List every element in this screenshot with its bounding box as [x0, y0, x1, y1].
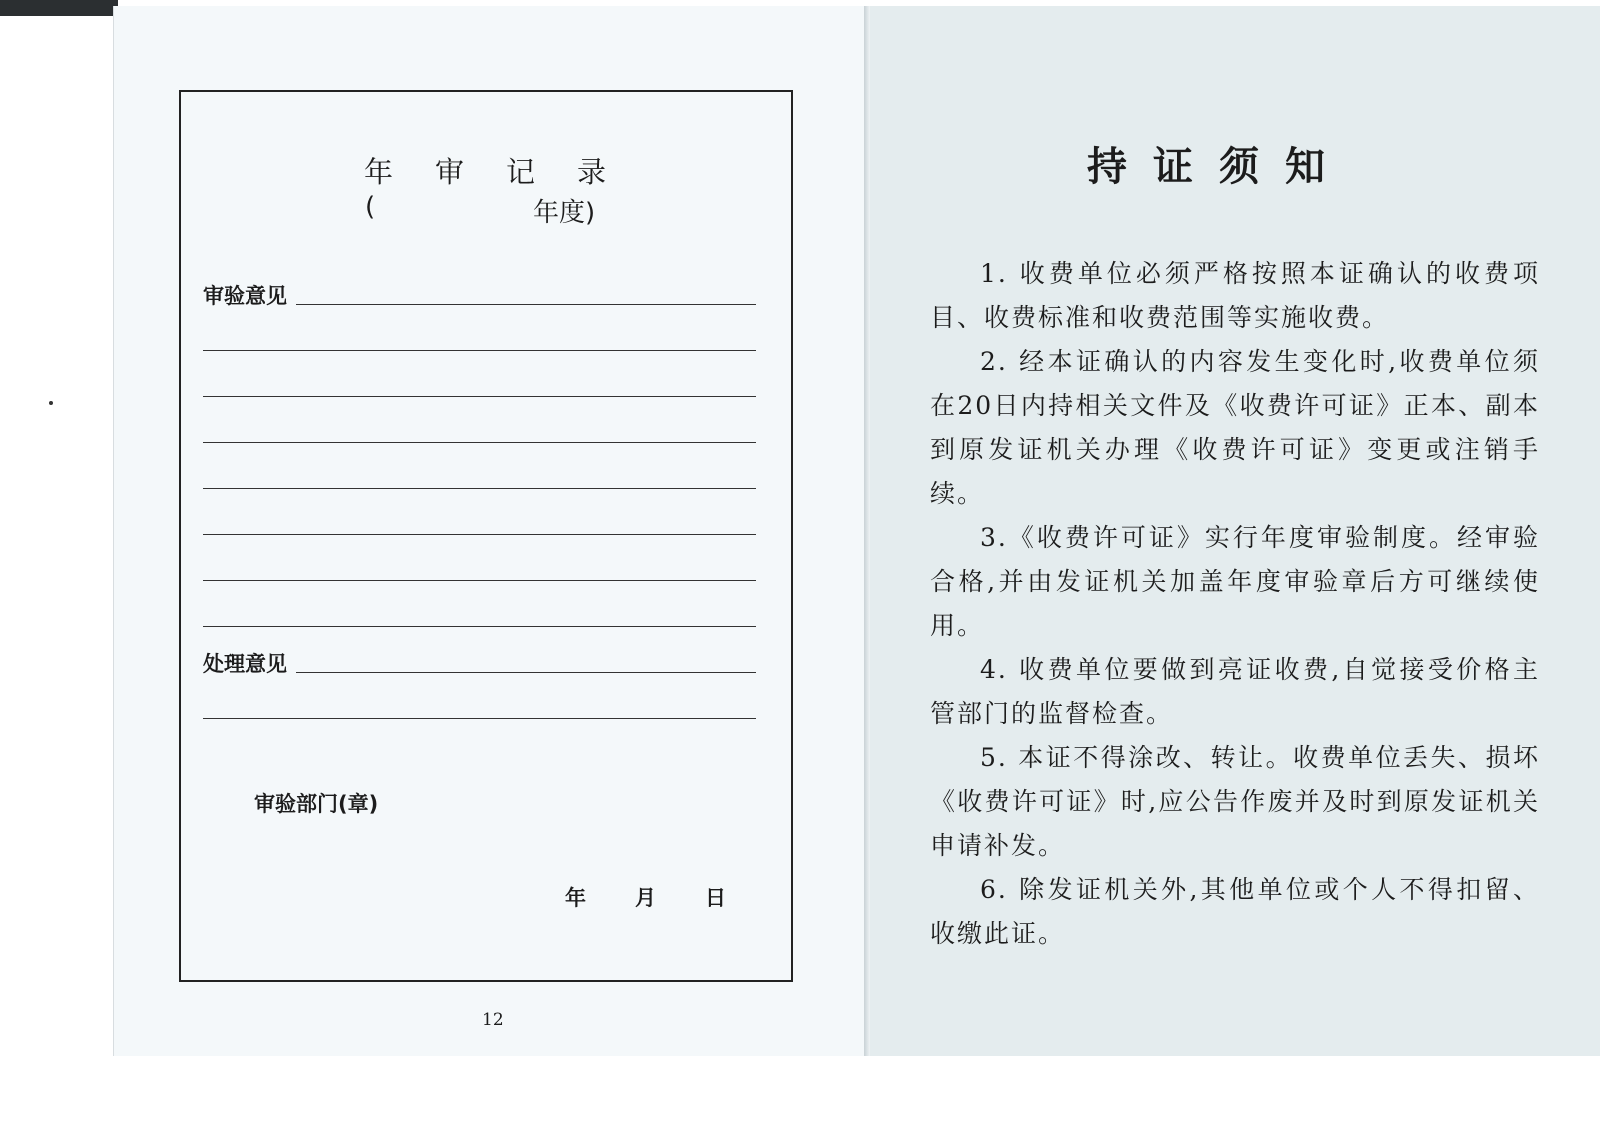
review-line-2	[203, 350, 756, 351]
date-month: 月	[635, 886, 656, 910]
review-line-1	[296, 304, 756, 305]
scan-edge-strip	[0, 0, 118, 16]
date-day: 日	[705, 886, 726, 910]
review-dept-label: 审验部门(章)	[254, 792, 379, 816]
handling-opinion-label: 处理意见	[203, 652, 287, 676]
review-line-6	[203, 534, 756, 535]
review-line-8	[203, 626, 756, 627]
review-line-5	[203, 488, 756, 489]
handling-line-2	[203, 718, 756, 719]
record-title: 年审记录	[363, 155, 648, 189]
notice-item: 5. 本证不得涂改、转让。收费单位丢失、损坏《收费许可证》时,应公告作废并及时到原发证机关申请补发。	[930, 743, 1540, 860]
review-line-7	[203, 580, 756, 581]
year-open: (	[365, 192, 376, 222]
scan-dot	[49, 401, 53, 405]
notice-item: 1. 收费单位必须严格按照本证确认的收费项目、收费标准和收费范围等实施收费。	[930, 259, 1540, 332]
year-close: 年度)	[533, 198, 596, 228]
annual-review-form	[179, 90, 793, 982]
notice-item: 6. 除发证机关外,其他单位或个人不得扣留、收缴此证。	[930, 875, 1540, 948]
date-year: 年	[565, 886, 586, 910]
review-opinion-label: 审验意见	[203, 284, 287, 308]
notice-body	[930, 252, 1540, 956]
review-line-4	[203, 442, 756, 443]
handling-line-1	[296, 672, 756, 673]
notice-item: 2. 经本证确认的内容发生变化时,收费单位须在20日内持相关文件及《收费许可证》正本、副本到原发证机关办理《收费许可证》变更或注销手续。	[930, 347, 1540, 508]
notice-item: 3.《收费许可证》实行年度审验制度。经审验合格,并由发证机关加盖年度审验章后方可继续使用。	[930, 523, 1540, 640]
notice-title: 持证须知	[1087, 143, 1351, 190]
book-spine	[864, 6, 870, 1056]
notice-item: 4. 收费单位要做到亮证收费,自觉接受价格主管部门的监督检查。	[930, 655, 1540, 728]
page-number: 12	[482, 1010, 504, 1030]
review-line-3	[203, 396, 756, 397]
